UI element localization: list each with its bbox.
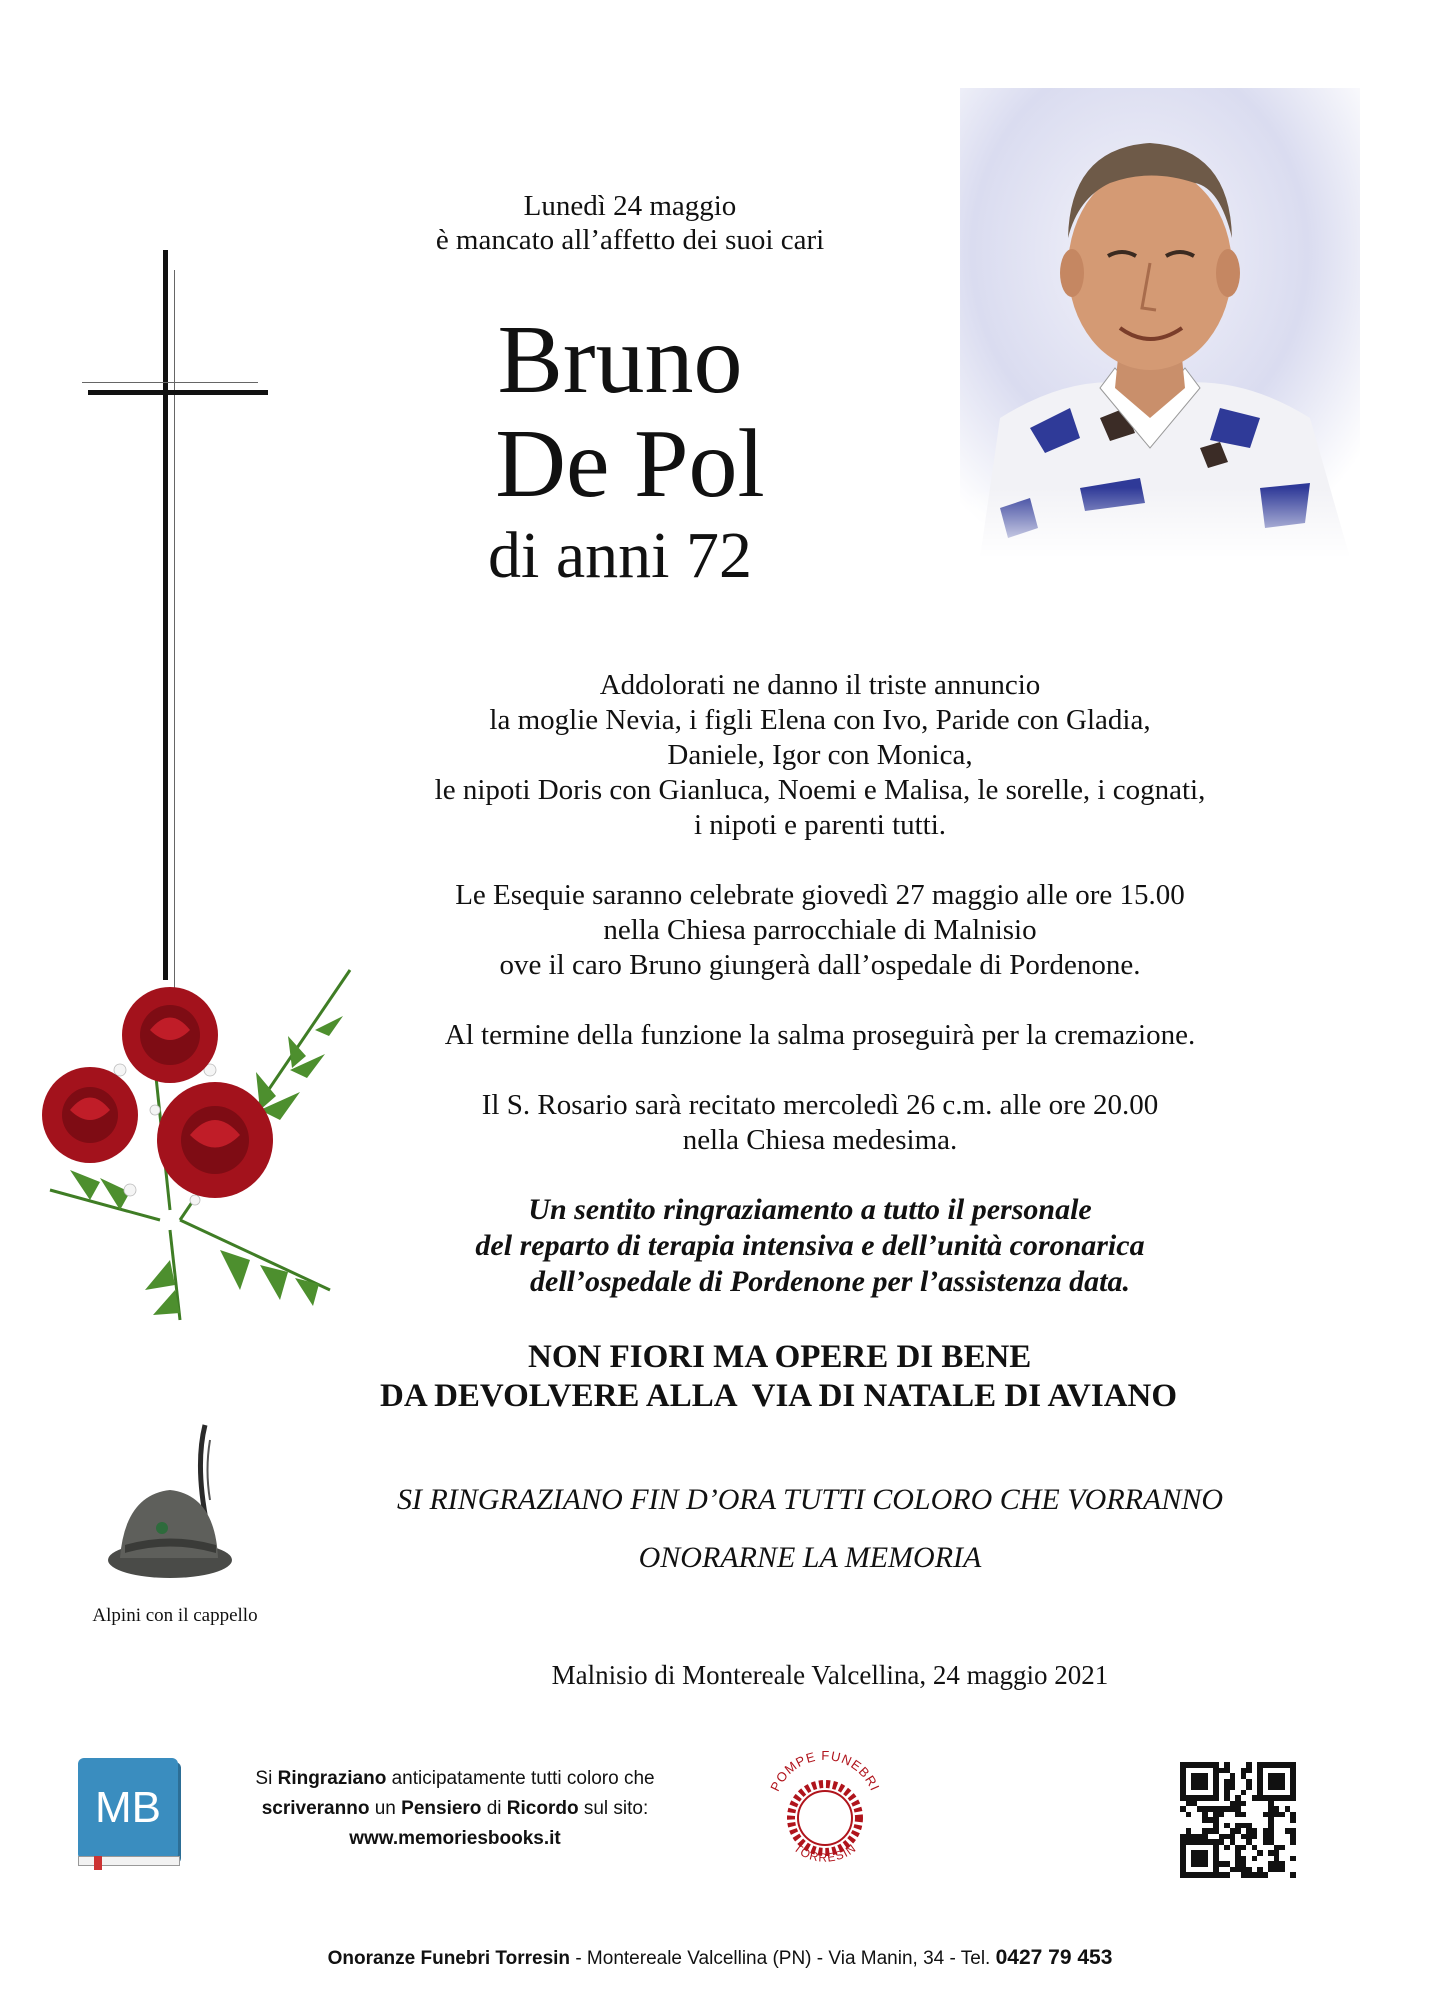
staff-thanks-line: del reparto di terapia intensiva e dell’unità coronarica — [475, 1229, 1145, 1262]
footer-company: Onoranze Funebri Torresin — [327, 1948, 571, 1969]
family-notice — [340, 668, 1300, 843]
staff-thanks-line: dell’ospedale di Pordenone per l’assistenza data. — [530, 1265, 1130, 1298]
family-notice-line: le nipoti Doris con Gianluca, Noemi e Malisa, le sorelle, i cognati, — [434, 774, 1206, 806]
funeral-home-logo-top-text: POMPE FUNEBRI — [767, 1747, 883, 1794]
intro-line: è mancato all’affetto dei suoi cari — [435, 224, 825, 256]
qr-code[interactable] — [1180, 1762, 1296, 1878]
donation-notice — [380, 1338, 1320, 1416]
date-line: Lunedì 24 maggio — [523, 190, 737, 222]
alpini-hat-image — [100, 1420, 240, 1590]
alpini-caption: Alpini con il cappello — [92, 1605, 258, 1626]
funeral-notice-line: Le Esequie saranno celebrate giovedì 27 maggio alle ore 15.00 — [455, 879, 1185, 911]
funeral-home-logo — [760, 1740, 890, 1890]
memoriesbooks-text — [225, 1764, 685, 1854]
funeral-notice-line: nella Chiesa parrocchiale di Malnisio — [603, 914, 1037, 946]
memoriesbooks-url-link[interactable]: www.memoriesbooks.it — [349, 1828, 561, 1849]
deceased-last-name: De Pol — [495, 410, 765, 518]
place-date: Malnisio di Montereale Valcellina, 24 maggio 2021 — [551, 1660, 1109, 1690]
cross-icon — [60, 250, 270, 980]
memoriesbooks-line1: Si Ringraziano anticipatamente tutti coloro che — [255, 1768, 655, 1789]
funeral-home-logo-bottom-text: TORRESIN — [791, 1840, 859, 1865]
footer-phone: 0427 79 453 — [995, 1946, 1113, 1969]
footer-address: - Montereale Valcellina (PN) - Via Manin, 34 - Tel. — [570, 1948, 996, 1969]
staff-thanks — [340, 1192, 1280, 1300]
thanks-all-line: SI RINGRAZIANO FIN D’ORA TUTTI COLORO CHE VORRANNO — [396, 1483, 1224, 1516]
funeral-notice-line: ove il caro Bruno giungerà dall’ospedale di Pordenone. — [499, 949, 1141, 981]
deceased-age: di anni 72 — [488, 519, 752, 592]
deceased-first-name: Bruno — [497, 306, 743, 414]
memoriesbooks-line2: scriveranno un Pensiero di Ricordo sul sito: — [261, 1798, 649, 1819]
family-notice-line: la moglie Nevia, i figli Elena con Ivo, Paride con Gladia, — [489, 704, 1151, 736]
family-notice-line: Daniele, Igor con Monica, — [667, 739, 973, 771]
donation-notice-line: NON FIORI MA OPERE DI BENE — [528, 1339, 1032, 1375]
rosary-notice-line: Il S. Rosario sarà recitato mercoledì 26 c.m. alle ore 20.00 — [481, 1089, 1159, 1121]
memoriesbooks-logo-text: MB — [95, 1783, 161, 1832]
memoriesbooks-logo — [78, 1758, 178, 1870]
cremation-notice: Al termine della funzione la salma proseguirà per la cremazione. — [444, 1019, 1196, 1051]
family-notice-line: Addolorati ne danno il triste annuncio — [599, 669, 1041, 701]
funeral-notice — [340, 878, 1300, 983]
thanks-all — [330, 1482, 1290, 1576]
donation-notice-line: DA DEVOLVERE ALLA VIA DI NATALE DI AVIANO — [380, 1378, 1178, 1414]
qr-module — [1290, 1872, 1296, 1878]
family-notice-line: i nipoti e parenti tutti. — [693, 809, 947, 841]
rosary-notice — [340, 1088, 1300, 1158]
svg-text:POMPE FUNEBRI — [767, 1748, 883, 1794]
thanks-all-line: ONORARNE LA MEMORIA — [638, 1541, 982, 1574]
staff-thanks-line: Un sentito ringraziamento a tutto il personale — [528, 1193, 1092, 1226]
footer-contact — [200, 1946, 1240, 1970]
rose-bouquet-image — [30, 960, 360, 1330]
portrait-photo — [960, 88, 1360, 558]
rosary-notice-line: nella Chiesa medesima. — [682, 1124, 958, 1156]
